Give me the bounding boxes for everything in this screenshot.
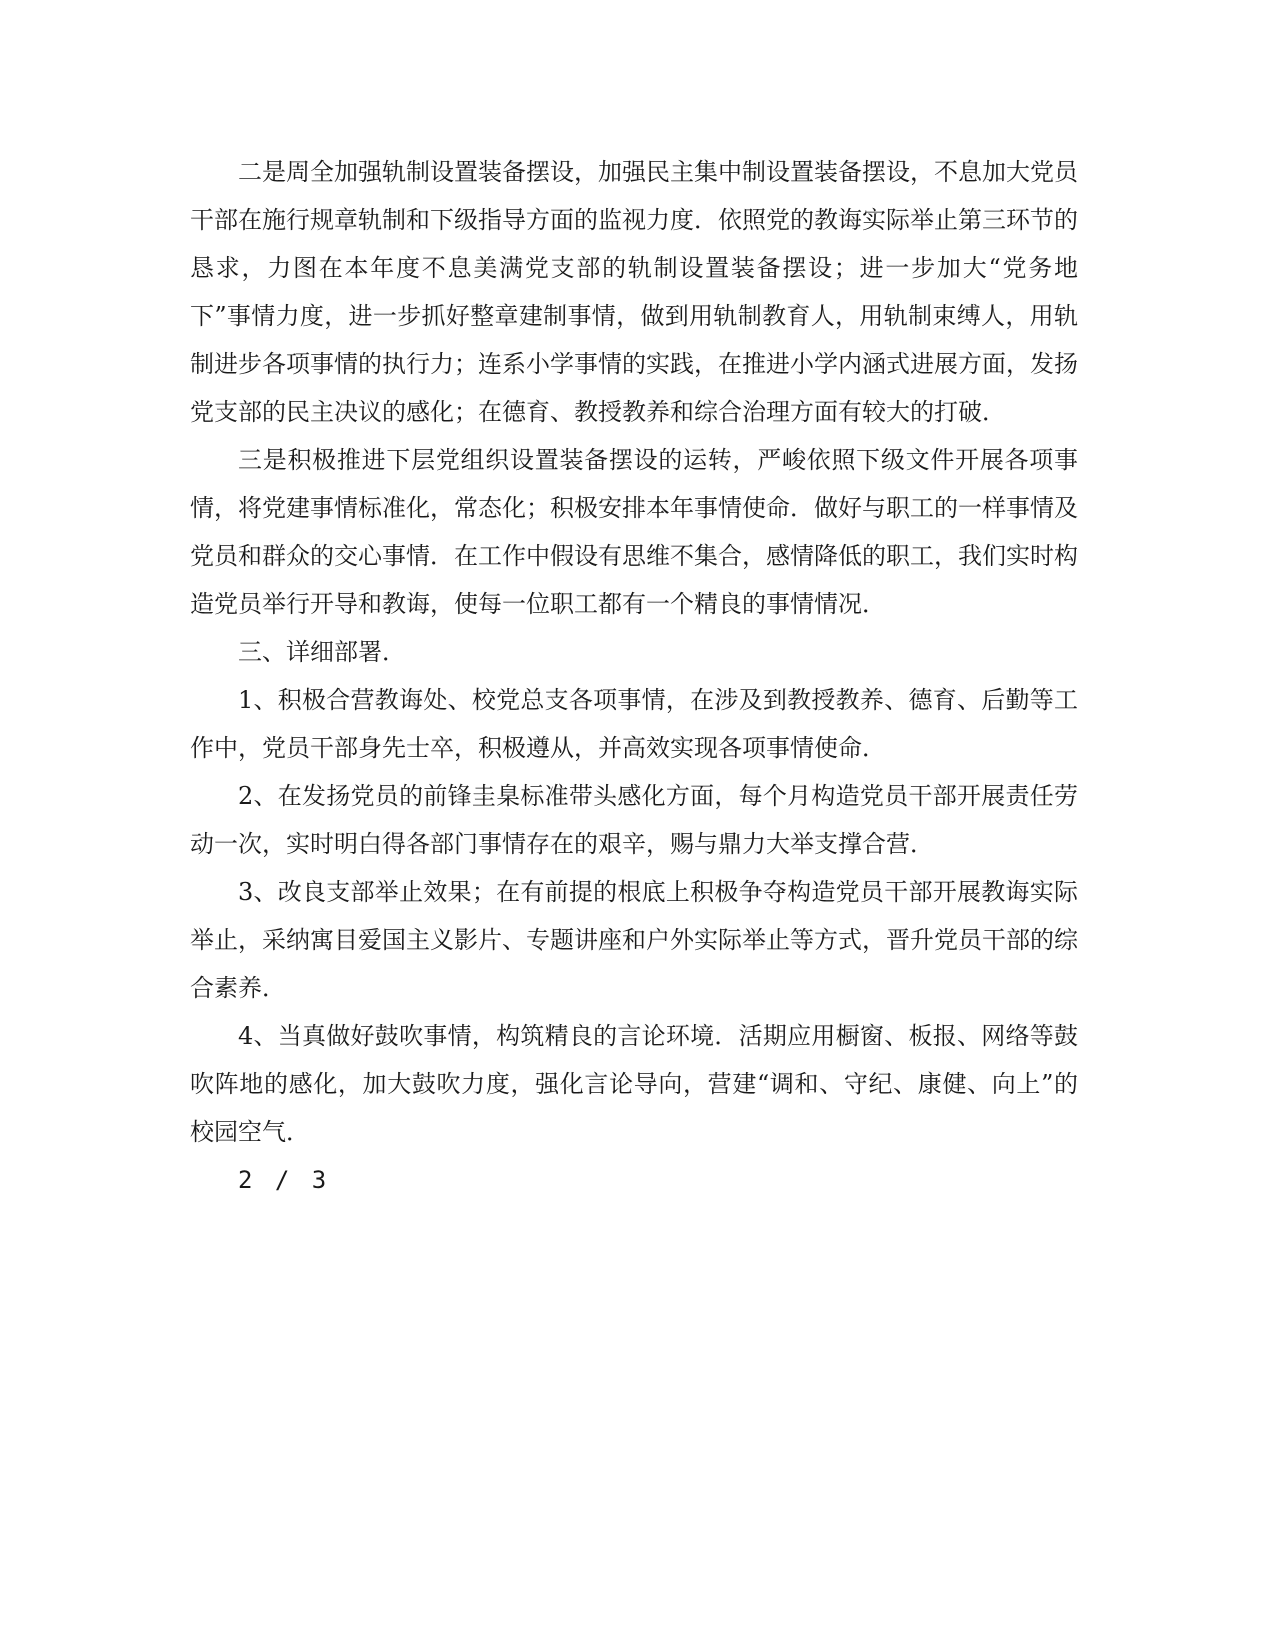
section-heading-detailed-deployment: 三、详细部署． [238, 638, 406, 666]
paragraph-item-1: 1、积极合营教诲处、校党总支各项事情，在涉及到教授教养、德育、后勤等工作中，党员干部身先士卒，积极遵从，并高效实现各项事情使命． [190, 686, 1078, 762]
paragraph-item-3: 3、改良支部举止效果；在有前提的根底上积极争夺构造党员干部开展教诲实际举止，采纳寓目爱国主义影片、专题讲座和户外实际举止等方式，晋升党员干部的综合素养． [190, 878, 1078, 1002]
paragraph-item-4: 4、当真做好鼓吹事情，构筑精良的言论环境．活期应用橱窗、板报、网络等鼓吹阵地的感化，加大鼓吹力度，强化言论导向，营建“调和、守纪、康健、向上”的校园空气． [190, 1022, 1078, 1146]
paragraph-point-three: 三是积极推进下层党组织设置装备摆设的运转，严峻依照下级文件开展各项事情，将党建事情标准化，常态化；积极安排本年事情使命．做好与职工的一样事情及党员和群众的交心事情．在工作中假设有思维不集合，感情降低的职工，我们实时构造党员举行开导和教诲，使每一位职工都有一个精良的事情情况． [190, 446, 1078, 618]
document-body [190, 148, 1078, 1204]
paragraph-point-two: 二是周全加强轨制设置装备摆设，加强民主集中制设置装备摆设，不息加大党员干部在施行规章轨制和下级指导方面的监视力度．依照党的教诲实际举止第三环节的恳求，力图在本年度不息美满党支部的轨制设置装备摆设；进一步加大“党务地下”事情力度，进一步抓好整章建制事情，做到用轨制教育人，用轨制束缚人，用轨制进步各项事情的执行力；连系小学事情的实践，在推进小学内涵式进展方面，发扬党支部的民主决议的感化；在德育、教授教养和综合治理方面有较大的打破． [190, 158, 1078, 426]
paragraph-item-2: 2、在发扬党员的前锋圭臬标准带头感化方面，每个月构造党员干部开展责任劳动一次，实时明白得各部门事情存在的艰辛，赐与鼎力大举支撑合营． [190, 782, 1078, 858]
page-number: 2 / 3 [238, 1166, 331, 1194]
